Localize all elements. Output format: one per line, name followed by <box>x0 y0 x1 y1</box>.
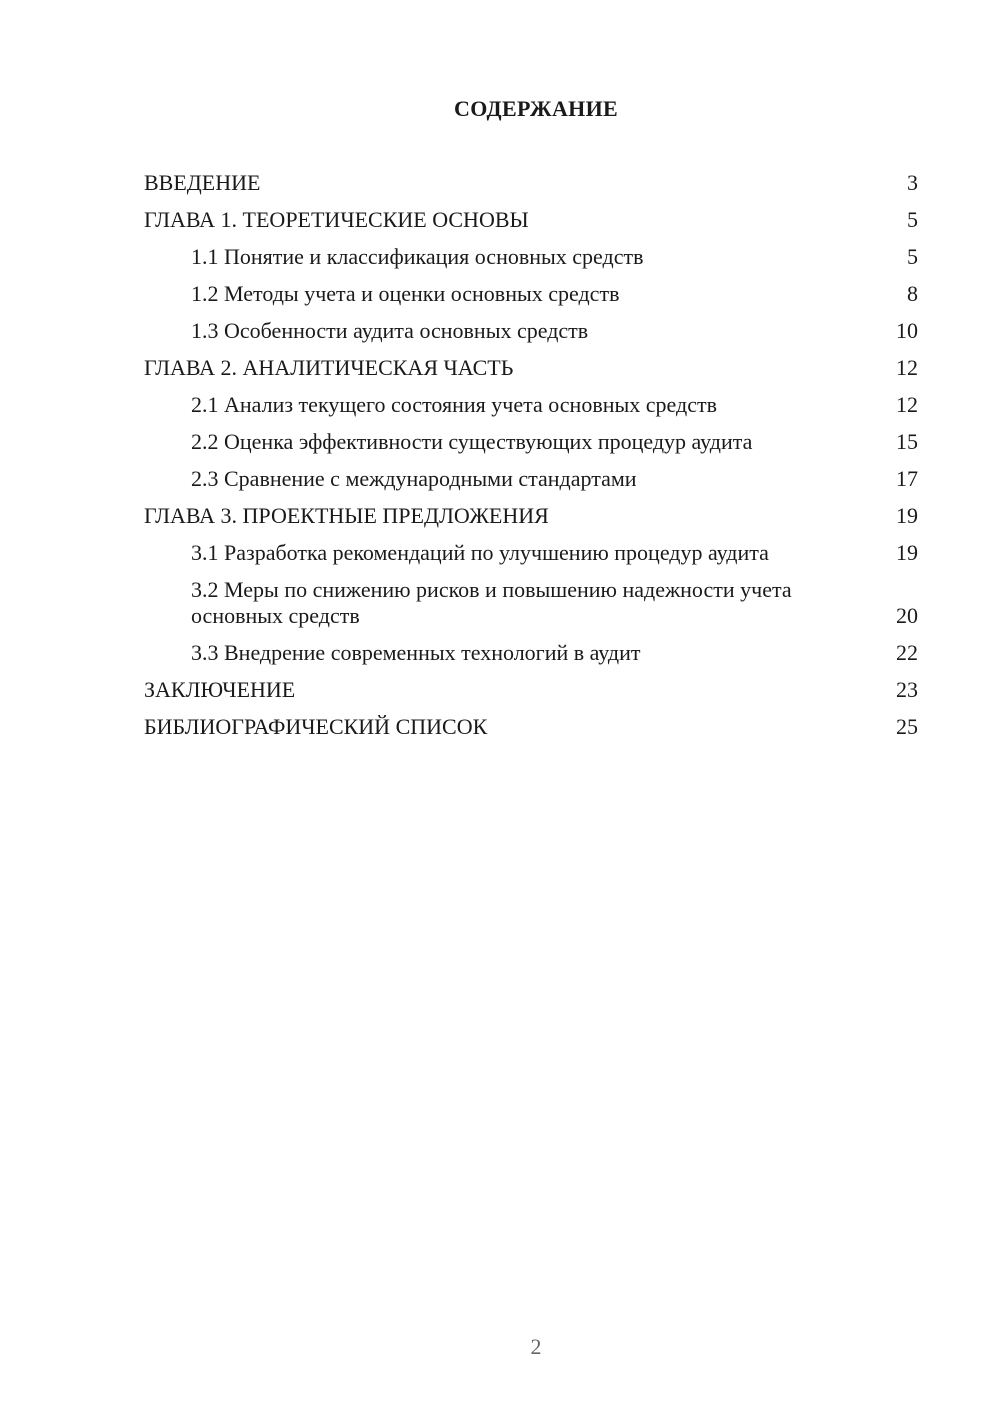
toc-entry-page: 20 <box>896 603 918 628</box>
toc-entry <box>144 540 918 566</box>
toc-entry-page: 12 <box>896 392 918 417</box>
toc-entry-label: 2.1 Анализ текущего состояния учета основных средств <box>191 392 717 417</box>
table-of-contents <box>144 170 918 751</box>
toc-entry <box>144 281 918 307</box>
toc-entry-page: 15 <box>896 429 918 454</box>
toc-entry-label: 3.2 Меры по снижению рисков и повышению надежности учета основных средств <box>191 577 792 628</box>
toc-entry <box>144 640 918 666</box>
toc-entry <box>144 392 918 418</box>
toc-entry-page: 5 <box>907 244 918 269</box>
toc-entry <box>144 503 918 529</box>
toc-entry-page: 17 <box>896 466 918 491</box>
toc-entry-page: 23 <box>896 677 918 702</box>
toc-entry-label: ГЛАВА 2. АНАЛИТИЧЕСКАЯ ЧАСТЬ <box>144 355 514 380</box>
toc-entry-page: 19 <box>896 503 918 528</box>
toc-entry <box>144 355 918 381</box>
toc-entry <box>144 714 918 740</box>
toc-entry-page: 19 <box>896 540 918 565</box>
toc-entry-page: 22 <box>896 640 918 665</box>
toc-entry-page: 8 <box>907 281 918 306</box>
toc-entry-label: 3.3 Внедрение современных технологий в аудит <box>191 640 641 665</box>
toc-entry-label: ГЛАВА 3. ПРОЕКТНЫЕ ПРЕДЛОЖЕНИЯ <box>144 503 549 528</box>
toc-entry-label: 1.3 Особенности аудита основных средств <box>191 318 589 343</box>
toc-entry <box>144 318 918 344</box>
toc-entry <box>144 207 918 233</box>
toc-entry-label: ВВЕДЕНИЕ <box>144 170 261 195</box>
toc-entry-page: 25 <box>896 714 918 739</box>
toc-entry-page: 10 <box>896 318 918 343</box>
toc-entry <box>144 429 918 455</box>
toc-entry <box>144 170 918 196</box>
toc-entry-label: ЗАКЛЮЧЕНИЕ <box>144 677 296 702</box>
toc-entry-page: 12 <box>896 355 918 380</box>
toc-entry <box>144 677 918 703</box>
toc-entry-label: ГЛАВА 1. ТЕОРЕТИЧЕСКИЕ ОСНОВЫ <box>144 207 529 232</box>
toc-entry-label: 2.2 Оценка эффективности существующих процедур аудита <box>191 429 753 454</box>
toc-entry-label: 1.2 Методы учета и оценки основных средств <box>191 281 620 306</box>
toc-entry-label: 2.3 Сравнение с международными стандартами <box>191 466 637 491</box>
toc-entry-page: 5 <box>907 207 918 232</box>
page-number: 2 <box>530 1334 542 1359</box>
toc-entry-label: 1.1 Понятие и классификация основных средств <box>191 244 644 269</box>
toc-title: СОДЕРЖАНИЕ <box>454 96 618 121</box>
toc-entry-page: 3 <box>907 170 918 195</box>
toc-entry-label: 3.1 Разработка рекомендаций по улучшению процедур аудита <box>191 540 769 565</box>
toc-entry <box>144 577 918 629</box>
toc-entry <box>144 466 918 492</box>
toc-entry <box>144 244 918 270</box>
toc-entry-label: БИБЛИОГРАФИЧЕСКИЙ СПИСОК <box>144 714 488 739</box>
